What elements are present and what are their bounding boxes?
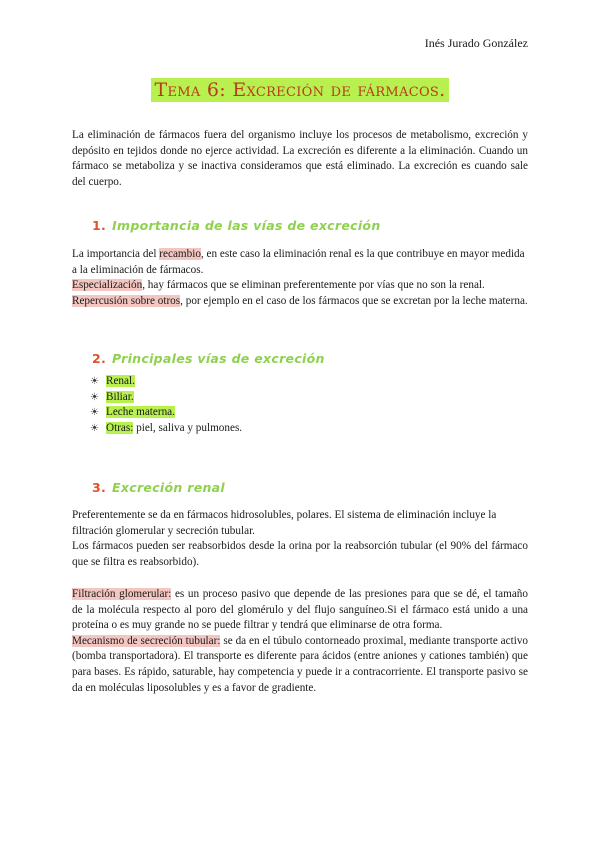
section-3-paragraph-1: Preferentemente se da en fármacos hidrosolubles, polares. El sistema de eliminación incluye la filtración glomerular y secreción tubular. bbox=[72, 509, 497, 537]
sun-bullet-icon: ☀ bbox=[90, 422, 99, 434]
list-item bbox=[90, 390, 242, 406]
section-2-title: Principales vías de excreción bbox=[112, 351, 325, 366]
page-title: Tema 6: Excreción de fármacos. bbox=[151, 78, 450, 102]
text-run: , en este caso la eliminación renal es la que contribuye en mayor medida a la eliminación de fármacos. bbox=[72, 248, 525, 276]
highlight-secrecion: Mecanismo de secreción tubular: bbox=[72, 634, 221, 647]
list-item bbox=[90, 374, 242, 390]
section-3-paragraph-2: Los fármacos pueden ser reabsorbidos desde la orina por la reabsorción tubular (el 90% del fármaco que se filtra es reabsorbido). bbox=[72, 540, 528, 568]
text-run: se da en el túbulo contorneado proximal, mediante transporte activo (bomba transportadora). El transporte es diferente para ácidos (entre aniones y cationes también) que para bases. Es rápido, saturable, hay competencia y puede ir a contracorriente. El transporte pasivo se da en moléculas liposolubles y es a favor de gradiente. bbox=[72, 634, 529, 694]
section-3-heading bbox=[92, 480, 225, 495]
section-3-paragraph-3 bbox=[72, 587, 528, 634]
intro-paragraph: La eliminación de fármacos fuera del organismo incluye los procesos de metabolismo, excreción y depósito en tejidos donde no ejerce actividad. La excreción es diferente a la eliminación. Cuando un fármaco se metaboliza y se inactiva consideramos que está eliminado. La excreción es cuando sale del cuerpo. bbox=[72, 129, 528, 188]
sun-bullet-icon: ☀ bbox=[90, 376, 99, 387]
text-run: , por ejemplo en el caso de los fármacos que se excretan por la leche materna. bbox=[180, 294, 528, 307]
section-3-details bbox=[72, 587, 528, 696]
list-item-label: Biliar. bbox=[106, 390, 134, 403]
list-item-label: Leche materna. bbox=[106, 406, 175, 419]
section-1-paragraph-1 bbox=[72, 247, 528, 278]
author-name: Inés Jurado González bbox=[424, 36, 528, 50]
sun-bullet-icon: ☀ bbox=[90, 407, 99, 419]
section-1-body bbox=[72, 247, 528, 309]
section-3-intro bbox=[72, 508, 528, 570]
section-1-heading bbox=[92, 218, 381, 233]
sun-bullet-icon: ☀ bbox=[90, 391, 99, 403]
section-1-paragraph-3 bbox=[72, 294, 528, 310]
text-run: La importancia del bbox=[72, 248, 160, 260]
highlight-especializacion: Especialización bbox=[72, 279, 143, 292]
highlight-filtracion: Filtración glomerular: bbox=[72, 588, 172, 600]
section-1-number: 1. bbox=[92, 218, 107, 233]
text-run: , hay fármacos que se eliminan preferentemente por vías que no son la renal. bbox=[142, 279, 485, 292]
list-item-rest: piel, saliva y pulmones. bbox=[133, 421, 243, 434]
section-2-heading bbox=[92, 351, 325, 366]
list-item-label: Otras: bbox=[106, 421, 134, 434]
highlight-recambio: recambio bbox=[159, 248, 201, 260]
list-item bbox=[90, 405, 242, 421]
excretion-routes-list bbox=[90, 374, 242, 436]
title-container bbox=[0, 78, 600, 102]
section-1-title: Importancia de las vías de excreción bbox=[112, 218, 381, 233]
highlight-repercusion: Repercusión sobre otros bbox=[72, 294, 181, 307]
section-3-paragraph-4 bbox=[72, 634, 528, 696]
text-run: es un proceso pasivo que depende de las presiones para que se dé, el tamaño de la molécula respecto al poro del glomérulo y del flujo sanguíneo.Si el fármaco está unido a una proteína o es muy grande no se puede filtrar y tendrá que eliminarse de otra forma. bbox=[72, 588, 528, 632]
list-item bbox=[90, 421, 242, 437]
section-3-title: Excreción renal bbox=[112, 480, 225, 495]
section-2-number: 2. bbox=[92, 351, 107, 366]
section-1-paragraph-2 bbox=[72, 278, 528, 294]
section-3-number: 3. bbox=[92, 480, 107, 495]
list-item-label: Renal. bbox=[106, 375, 135, 387]
